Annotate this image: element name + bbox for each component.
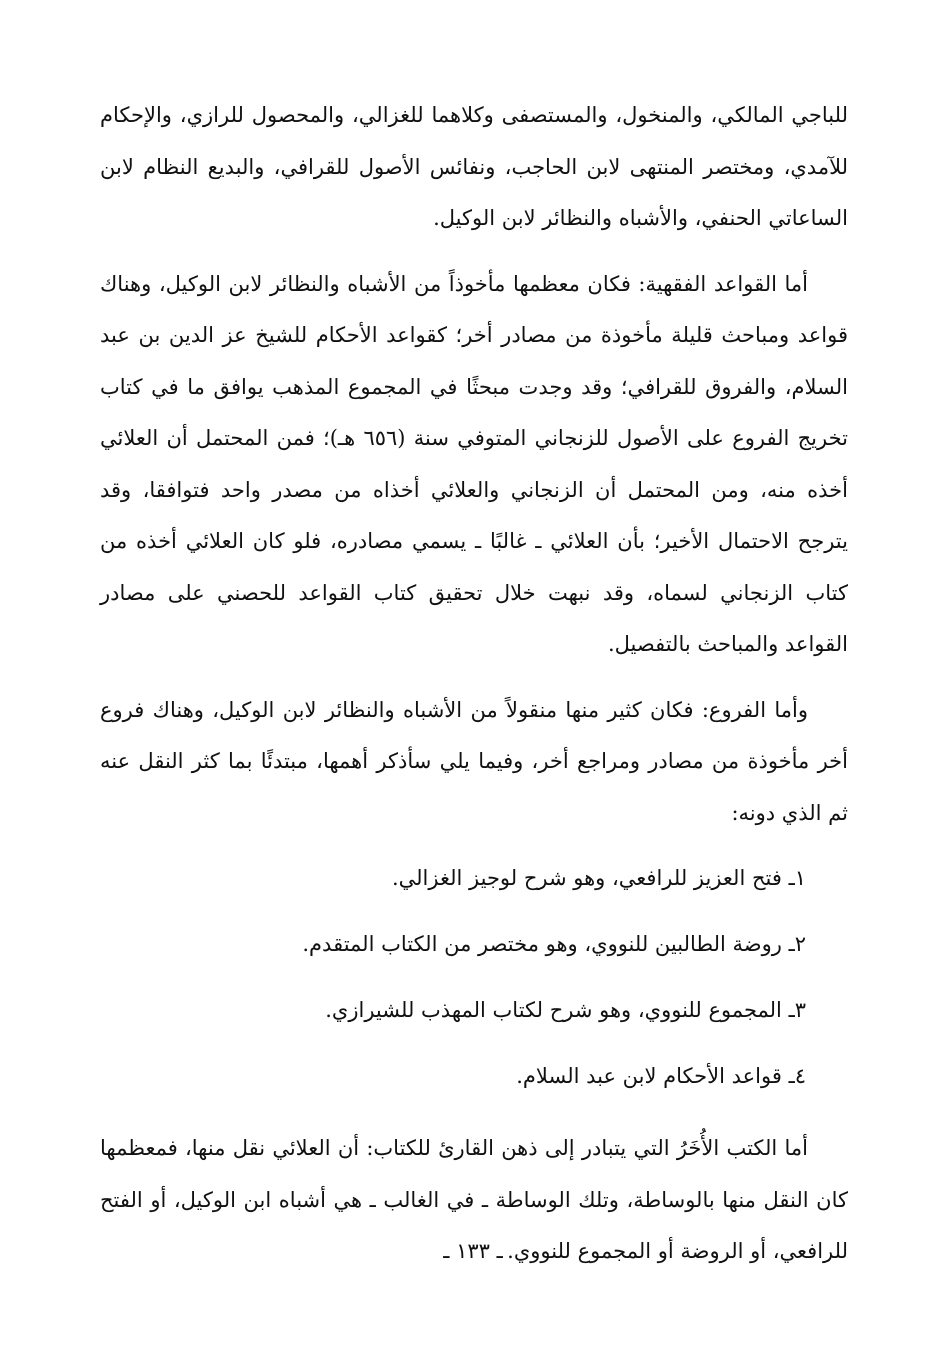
list-item: ٤ـ قواعد الأحكام لابن عبد السلام. [516,1064,806,1088]
sources-list [100,845,848,1109]
list-item: ٣ـ المجموع للنووي، وهو شرح لكتاب المهذب للشيرازي. [325,998,806,1022]
list-item: ١ـ فتح العزيز للرافعي، وهو شرح لوجيز الغزالي. [391,866,806,890]
paragraph-sources-continued: للباجي المالكي، والمنخول، والمستصفى وكلاهما للغزالي، والمحصول للرازي، والإحكام للآمدي، ومختصر المنتهى لابن الحاجب، ونفائس الأصول للقرافي، والبديع النظام لابن الساعاتي الحنفي، والأشباه والنظائر لابن الوكيل. [100,103,848,230]
paragraph-other-books: أما الكتب الأُخَرُ التي يتبادر إلى ذهن القارئ للكتاب: أن العلائي نقل منها، فمعظمها كان النقل منها بالوساطة، وتلك الوساطة ـ في الغالب ـ هي أشباه ابن الوكيل، أو الفتح للرافعي، أو الروضة أو المجموع للنووي. [100,1136,848,1263]
list-item: ٢ـ روضة الطالبين للنووي، وهو مختصر من الكتاب المتقدم. [302,932,806,956]
body-text [100,90,848,1278]
page-number: ـ ١٣٣ ـ [443,1239,503,1263]
paragraph-fiqh-rules: أما القواعد الفقهية: فكان معظمها مأخوذاً من الأشباه والنظائر لابن الوكيل، وهناك قواعد ومباحث قليلة مأخوذة من مصادر أخر؛ كقواعد الأحكام للشيخ عز الدين بن عبد السلام، والفروق للقرافي؛ وقد وجدت مبحثًا في المجموع المذهب يوافق ما في كتاب تخريج الفروع على الأصول للزنجاني المتوفي سنة (٦٥٦ هـ)؛ فمن المحتمل أن العلائي أخذه منه، ومن المحتمل أن الزنجاني والعلائي أخذاه من مصدر واحد فتوافقا، وقد يترجح الاحتمال الأخير؛ بأن العلائي ـ غالبًا ـ يسمي مصادره، فلو كان العلائي أخذه من كتاب الزنجاني لسماه، وقد نبهت خلال تحقيق كتاب القواعد للحصني على مصادر القواعد والمباحث بالتفصيل. [100,271,848,656]
paragraph-branches: وأما الفروع: فكان كثير منها منقولاً من الأشباه والنظائر لابن الوكيل، وهناك فروع أخر مأخوذة من مصادر ومراجع أخر، وفيما يلي سأذكر أهمها، مبتدئًا بما كثر النقل عنه ثم الذي دونه: [100,697,848,825]
